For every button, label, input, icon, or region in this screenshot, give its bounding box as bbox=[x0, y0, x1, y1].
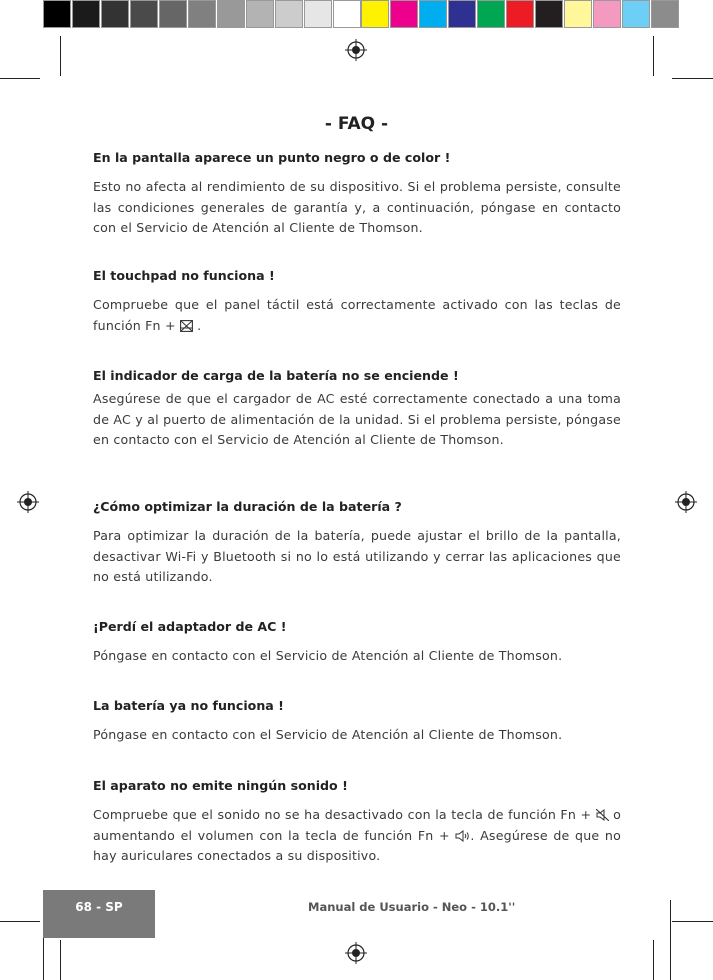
grayscale-swatch bbox=[130, 0, 158, 28]
faq-answer-text: Compruebe que el panel táctil está correctamente activado con las teclas de función Fn + bbox=[93, 297, 621, 333]
touchpad-toggle-icon bbox=[180, 320, 193, 332]
faq-item-touchpad bbox=[93, 268, 621, 336]
page-number-tab bbox=[43, 890, 155, 938]
process-color-swatch bbox=[593, 0, 621, 28]
registration-mark-icon bbox=[17, 491, 39, 513]
faq-item-battery-life bbox=[93, 499, 621, 588]
grayscale-swatch bbox=[101, 0, 129, 28]
faq-answer: Para optimizar la duración de la batería, puede ajustar el brillo de la pantalla, desactivar Wi-Fi y Bluetooth si no lo está utilizando y cerrar las aplicaciones que no está utilizando. bbox=[93, 528, 621, 584]
faq-question: El indicador de carga de la batería no se enciende ! bbox=[93, 368, 459, 383]
grayscale-swatch bbox=[275, 0, 303, 28]
faq-answer-text: o aumentando el volumen con la tecla de función Fn + bbox=[93, 807, 622, 843]
process-color-swatch bbox=[477, 0, 505, 28]
faq-question: ¡Perdí el adaptador de AC ! bbox=[93, 619, 287, 634]
faq-answer-text: . bbox=[192, 317, 202, 333]
crop-mark bbox=[60, 940, 61, 980]
faq-question: ¿Cómo optimizar la duración de la batería ? bbox=[93, 499, 402, 514]
process-color-swatch bbox=[622, 0, 650, 28]
crop-mark bbox=[672, 921, 713, 922]
faq-answer-text: Compruebe que el sonido no se ha desactivado con la tecla de función Fn + bbox=[93, 807, 596, 822]
process-color-bar bbox=[361, 0, 680, 30]
grayscale-swatch bbox=[217, 0, 245, 28]
faq-item-battery-dead bbox=[93, 698, 621, 746]
faq-item-no-sound bbox=[93, 778, 621, 867]
grayscale-swatch bbox=[43, 0, 71, 28]
faq-answer: Asegúrese de que el cargador de AC esté correctamente conectado a una toma de AC y al puerto de alimentación de la unidad. Si el problema persiste, póngase en contacto con el Servicio de Atención al Cliente de Thomson. bbox=[93, 391, 621, 447]
grayscale-color-bar bbox=[43, 0, 362, 30]
faq-answer bbox=[93, 295, 621, 336]
registration-mark-icon bbox=[675, 491, 697, 513]
faq-answer-text: . Asegúrese de que no hay auriculares conectados a su dispositivo. bbox=[93, 827, 621, 863]
crop-mark bbox=[653, 940, 654, 980]
faq-question: En la pantalla aparece un punto negro o de color ! bbox=[93, 150, 451, 165]
grayscale-swatch bbox=[304, 0, 332, 28]
faq-question: El touchpad no funciona ! bbox=[93, 268, 275, 283]
faq-answer: Esto no afecta al rendimiento de su dispositivo. Si el problema persiste, consulte las condiciones generales de garantía y, a continuación, póngase en contacto con el Servicio de Atención al Cliente de Thomson. bbox=[93, 179, 621, 235]
faq-question: El aparato no emite ningún sonido ! bbox=[93, 778, 348, 793]
process-color-swatch bbox=[448, 0, 476, 28]
manual-title: Manual de Usuario - Neo - 10.1'' bbox=[308, 900, 516, 914]
crop-mark bbox=[670, 900, 671, 980]
grayscale-swatch bbox=[72, 0, 100, 28]
faq-answer bbox=[93, 805, 621, 867]
faq-item-black-dot bbox=[93, 150, 621, 239]
faq-answer: Póngase en contacto con el Servicio de Atención al Cliente de Thomson. bbox=[93, 727, 563, 742]
faq-question: La batería ya no funciona ! bbox=[93, 698, 284, 713]
process-color-swatch bbox=[361, 0, 389, 28]
process-color-swatch bbox=[535, 0, 563, 28]
faq-item-lost-adapter bbox=[93, 619, 621, 667]
page-number: 68 - SP bbox=[75, 900, 123, 914]
crop-mark bbox=[672, 78, 713, 79]
registration-mark-icon bbox=[345, 39, 367, 61]
process-color-swatch bbox=[651, 0, 679, 28]
crop-mark bbox=[60, 36, 61, 76]
crop-mark bbox=[0, 78, 40, 79]
grayscale-swatch bbox=[159, 0, 187, 28]
process-color-swatch bbox=[390, 0, 418, 28]
faq-item-charge-indicator bbox=[93, 368, 621, 451]
grayscale-swatch bbox=[188, 0, 216, 28]
volume-up-icon bbox=[455, 830, 470, 842]
grayscale-swatch bbox=[246, 0, 274, 28]
grayscale-swatch bbox=[333, 0, 361, 28]
faq-answer: Póngase en contacto con el Servicio de Atención al Cliente de Thomson. bbox=[93, 648, 563, 663]
process-color-swatch bbox=[419, 0, 447, 28]
crop-mark bbox=[653, 36, 654, 76]
page-title: - FAQ - bbox=[324, 114, 389, 134]
crop-mark bbox=[0, 921, 40, 922]
mute-icon bbox=[596, 809, 609, 821]
registration-mark-icon bbox=[345, 942, 367, 964]
process-color-swatch bbox=[506, 0, 534, 28]
process-color-swatch bbox=[564, 0, 592, 28]
